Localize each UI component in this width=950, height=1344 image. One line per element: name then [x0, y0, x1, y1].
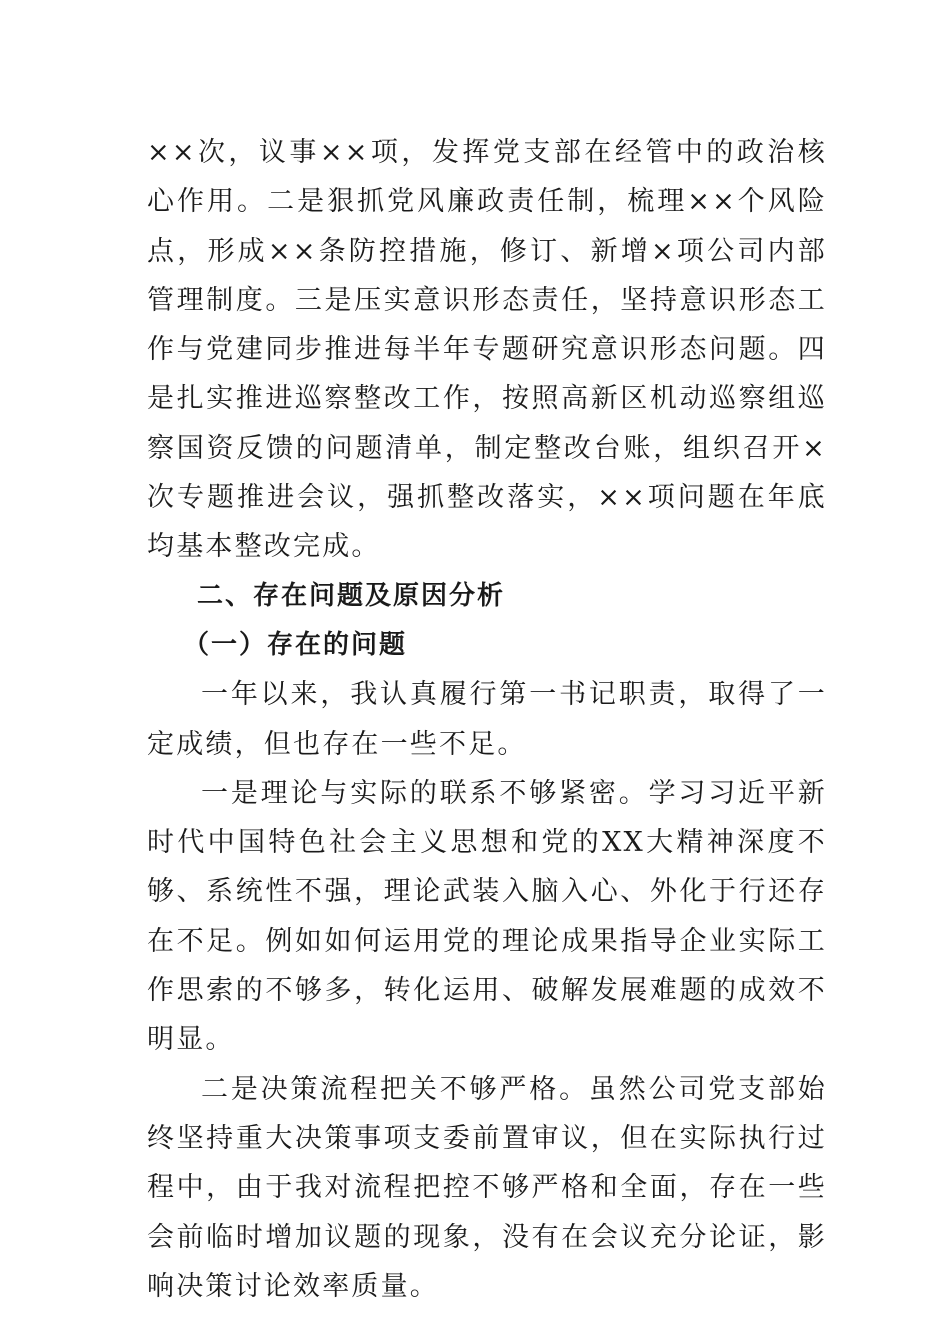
section-heading: 二、存在问题及原因分析	[197, 580, 506, 611]
paragraph-continued: ××次，议事××项，发挥党支部在经管中的政治核心作用。二是狠抓党风廉政责任制，梳理××个风险点，形成××条防控措施，修订、新增×项公司内部管理制度。三是压实意识形态责任，坚持意识形态工作与党建同步推进每半年专题研究意识形态问题。四是扎实推进巡察整改工作，按照高新区机动巡察组巡察国资反馈的问题清单，制定整改台账，组织召开×次专题推进会议，强抓整改落实，××项问题在年底均基本整改完成。	[147, 137, 827, 563]
document-body	[147, 128, 827, 1311]
subsection-heading: （一）存在的问题	[183, 629, 408, 660]
paragraph-problem-two: 二是决策流程把关不够严格。虽然公司党支部始终坚持重大决策事项支委前置审议，但在实际执行过程中，由于我对流程把控不够严格和全面，存在一些会前临时增加议题的现象，没有在会议充分论证，影响决策讨论效率质量。	[147, 1073, 827, 1302]
paragraph-intro: 一年以来，我认真履行第一书记职责，取得了一定成绩，但也存在一些不足。	[147, 679, 827, 760]
paragraph-problem-one: 一是理论与实际的联系不够紧密。学习习近平新时代中国特色社会主义思想和党的XX大精神深度不够、系统性不强，理论武装入脑入心、外化于行还存在不足。例如如何运用党的理论成果指导企业实际工作思索的不够多，转化运用、破解发展难题的成效不明显。	[147, 777, 827, 1056]
